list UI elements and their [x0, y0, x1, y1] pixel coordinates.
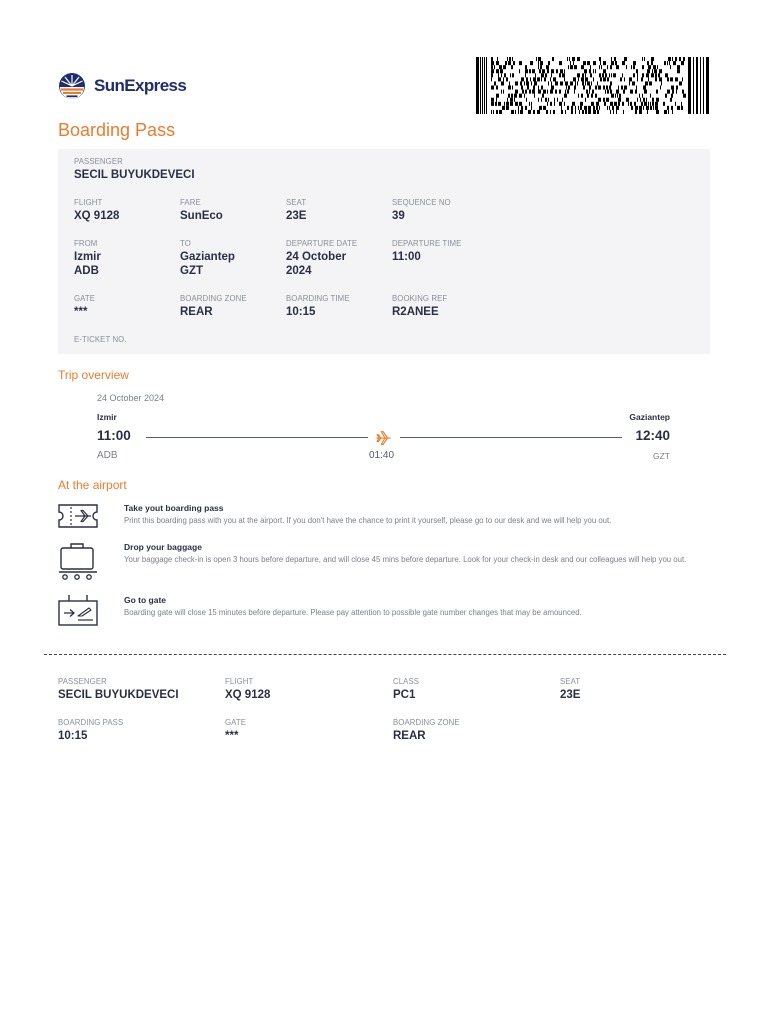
brand-name: SunExpress — [94, 76, 187, 95]
brand-logo — [58, 72, 186, 100]
boarding-zone-field: BOARDING ZONE REAR — [180, 294, 247, 318]
gate-departure-icon — [58, 594, 98, 626]
fare-field: FARE SunEco — [180, 198, 223, 222]
departure-date-field: DEPARTURE DATE 24 October 2024 — [286, 239, 358, 277]
to-field: TO Gaziantep GZT — [180, 239, 235, 277]
pdf417-barcode — [476, 57, 710, 114]
boarding-pass-details — [58, 149, 710, 354]
trip-date: 24 October 2024 — [97, 393, 165, 403]
stub-seat: SEAT 23E — [560, 677, 581, 701]
at-airport-heading: At the airport — [58, 478, 127, 492]
baggage-conveyor-icon — [58, 541, 98, 581]
boarding-pass-step-title: Take yout boarding pass — [124, 503, 224, 513]
sequence-field: SEQUENCE NO 39 — [392, 198, 451, 222]
route-line-left — [146, 437, 368, 438]
departure-time-field: DEPARTURE TIME 11:00 — [392, 239, 462, 263]
stub-gate: GATE *** — [225, 718, 247, 742]
ticket-plane-icon — [58, 504, 98, 528]
gate-step-title: Go to gate — [124, 595, 167, 605]
arrival-time: 12:40 — [635, 428, 670, 443]
baggage-step-desc: Your baggage check-in is open 3 hours before departure, and will close 45 mins before departure. Look for your check-in desk and our colleagues will help you out. — [124, 555, 687, 564]
plane-icon — [374, 429, 393, 447]
gate-field: GATE *** — [74, 294, 96, 318]
seat-field: SEAT 23E — [286, 198, 307, 222]
eticket-field: E-TICKET NO. — [74, 335, 127, 344]
route-line-right — [400, 437, 622, 438]
page-title: Boarding Pass — [58, 120, 176, 140]
stub-boarding-zone: BOARDING ZONE REAR — [393, 718, 460, 742]
stub-passenger: PASSENGER SECIL BUYUKDEVECI — [58, 677, 179, 701]
boarding-time-field: BOARDING TIME 10:15 — [286, 294, 350, 318]
trip-overview-heading: Trip overview — [58, 368, 129, 382]
baggage-step-title: Drop your baggage — [124, 542, 202, 552]
booking-ref-field: BOOKING REF R2ANEE — [392, 294, 448, 318]
flight-duration: 01:40 — [369, 450, 395, 461]
tear-off-line — [44, 654, 726, 655]
destination-code: GZT — [653, 451, 670, 461]
passenger-name: SECIL BUYUKDEVECI — [74, 169, 195, 181]
sun-logo-icon — [58, 72, 86, 100]
destination-city: Gaziantep — [629, 412, 670, 422]
flight-field: FLIGHT XQ 9128 — [74, 198, 120, 222]
boarding-pass-step-desc: Print this boarding pass with you at the airport. If you don't have the chance to print it yourself, please go to our desk and we will help you out. — [124, 516, 612, 525]
gate-step-desc: Boarding gate will close 15 minutes before departure. Please pay attention to possible gate number changes that may be amounced. — [124, 608, 582, 617]
origin-code: ADB — [97, 450, 118, 461]
origin-city: Izmir — [97, 412, 117, 422]
stub-flight: FLIGHT XQ 9128 — [225, 677, 271, 701]
stub-class: CLASS PC1 — [393, 677, 420, 701]
departure-time: 11:00 — [97, 428, 131, 443]
passenger-field: PASSENGER SECIL BUYUKDEVECI — [74, 157, 195, 181]
from-field: FROM Izmir ADB — [74, 239, 101, 277]
stub-boarding-pass: BOARDING PASS 10:15 — [58, 718, 124, 742]
